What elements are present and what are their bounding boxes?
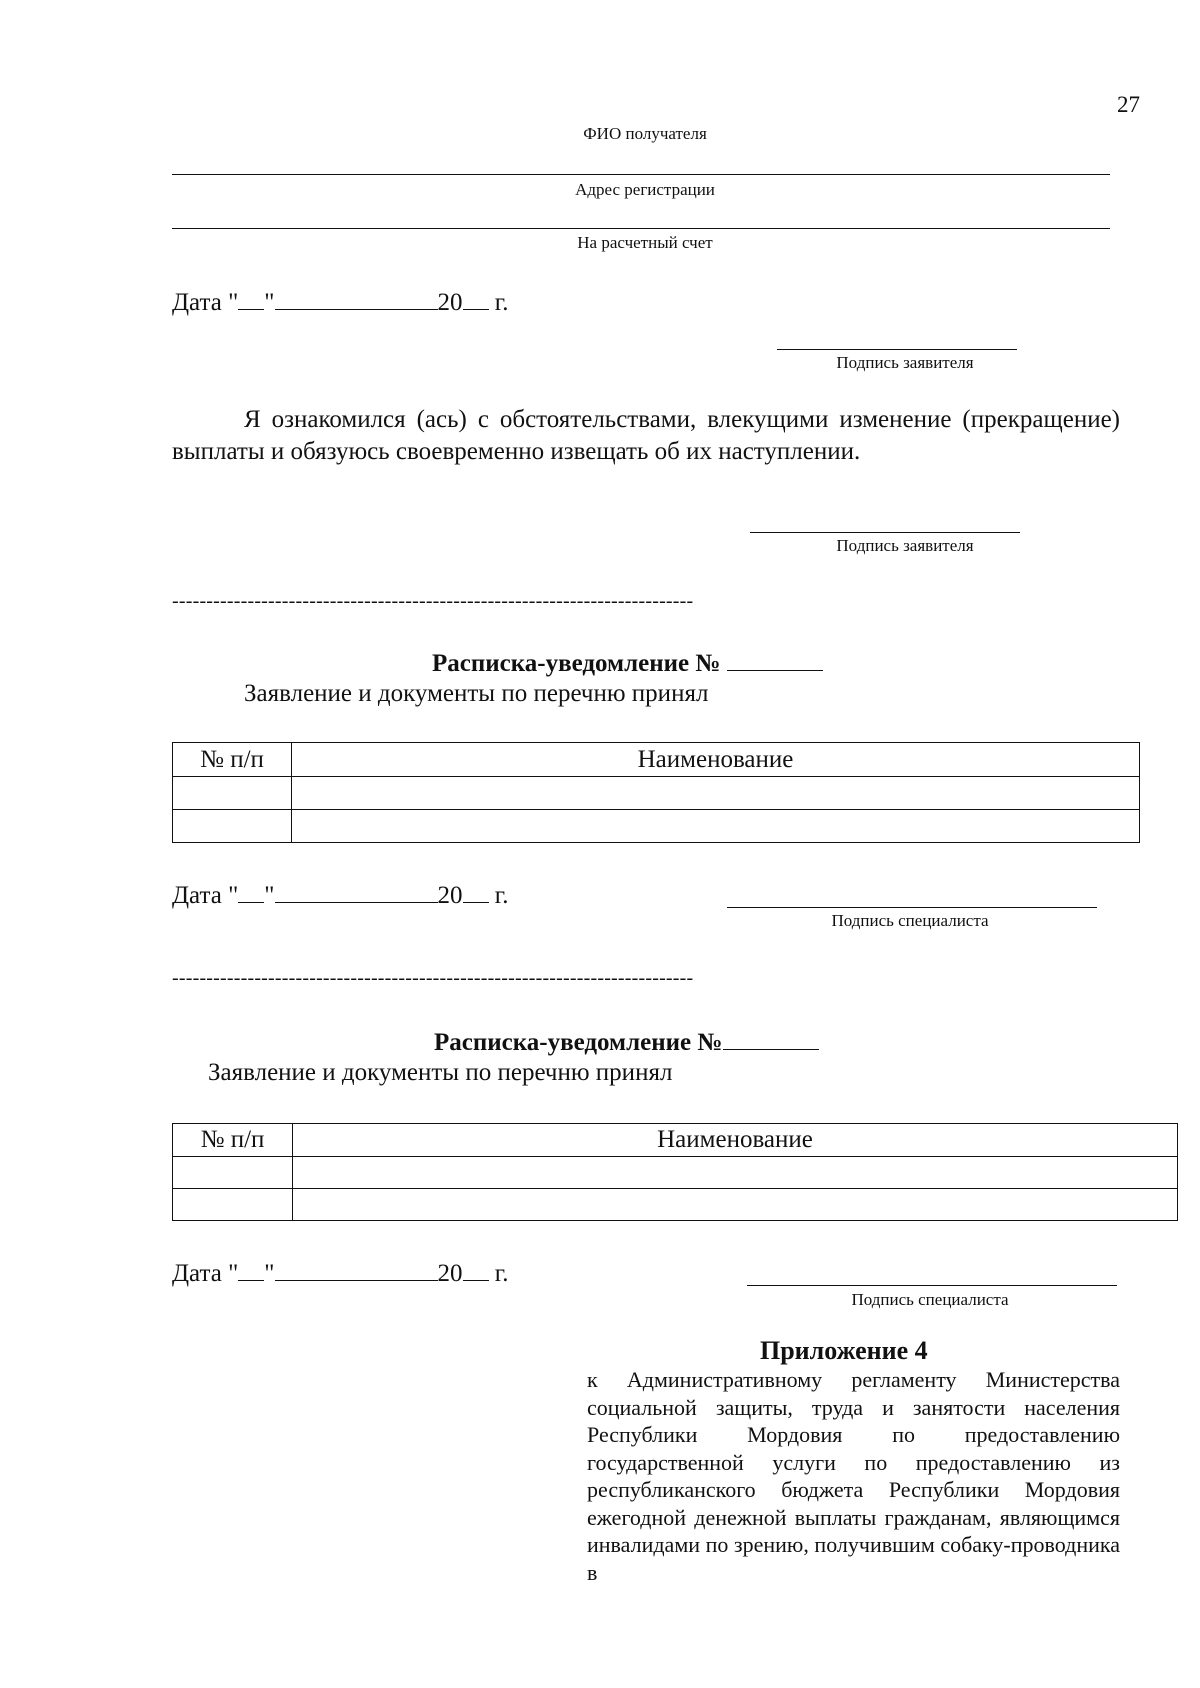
appendix-text: к Административному регламенту Министерства социальной защиты, труда и занятости населения Республики Мордовия по предоставлению государственной услуги по предоставлению из республиканского бюджета Республики Мордовия ежегодной денежной выплаты гражданам, являющимся инвалидами по зрению, получившим собаку-проводника в: [587, 1367, 1120, 1585]
date-year-blank[interactable]: [463, 287, 489, 310]
address-line[interactable]: [172, 174, 1110, 175]
table-row: [173, 1189, 1178, 1221]
account-caption: На расчетный счет: [577, 233, 713, 252]
address-caption: Адрес регистрации: [575, 180, 715, 199]
acknowledgement-text: Я ознакомился (ась) с обстоятельствами, влекущими изменение (прекращение) выплаты и обязуюсь своевременно извещать об их наступлении.: [172, 406, 1120, 465]
date-year-blank[interactable]: [463, 1258, 489, 1281]
documents-table-2: [172, 1123, 1178, 1221]
receipt-title-1: Расписка-уведомление №: [432, 648, 823, 678]
receipt-subtitle-2: Заявление и документы по перечню принял: [208, 1059, 673, 1086]
appendix-title: Приложение 4: [760, 1336, 928, 1365]
date-month-blank[interactable]: [275, 880, 438, 903]
table-row: [173, 777, 1140, 810]
date-line-3: Дата " " 20 г.: [172, 1260, 509, 1287]
receipt-number-blank-2[interactable]: [723, 1027, 819, 1050]
table-cell[interactable]: [173, 810, 292, 843]
table-row: [173, 810, 1140, 843]
applicant-signature-line-1[interactable]: [777, 349, 1017, 350]
documents-table-1: [172, 742, 1140, 843]
table-cell[interactable]: [292, 777, 1140, 810]
specialist-signature-line-2[interactable]: [747, 1285, 1117, 1286]
table-cell[interactable]: [293, 1157, 1178, 1189]
table-cell[interactable]: [173, 777, 292, 810]
table-cell[interactable]: [173, 1189, 293, 1221]
col-header-name: Наименование: [292, 743, 1140, 777]
date-month-blank[interactable]: [275, 287, 438, 310]
account-line[interactable]: [172, 228, 1110, 229]
table-cell[interactable]: [293, 1189, 1178, 1221]
date-day-blank[interactable]: [238, 1258, 264, 1281]
date-month-blank[interactable]: [275, 1258, 438, 1281]
receipt-subtitle-1: Заявление и документы по перечню принял: [244, 680, 709, 707]
date-line-2: Дата " " 20 г.: [172, 882, 509, 909]
applicant-signature-caption-1: Подпись заявителя: [836, 353, 974, 372]
col-header-number: № п/п: [173, 743, 292, 777]
applicant-signature-caption-2: Подпись заявителя: [836, 536, 974, 555]
table-row: [173, 1157, 1178, 1189]
applicant-signature-line-2[interactable]: [750, 532, 1020, 533]
receipt-title-2: Расписка-уведомление №: [434, 1027, 819, 1057]
receipt-number-blank-1[interactable]: [727, 648, 823, 671]
date-year-blank[interactable]: [463, 880, 489, 903]
table-header-row: [173, 743, 1140, 777]
fio-caption: ФИО получателя: [583, 124, 707, 143]
specialist-signature-caption-1: Подпись специалиста: [831, 911, 989, 930]
col-header-number: № п/п: [173, 1124, 293, 1157]
cut-line-2: ----------------------------------------------------------------------------: [172, 967, 694, 989]
table-cell[interactable]: [173, 1157, 293, 1189]
table-header-row: [173, 1124, 1178, 1157]
date-day-blank[interactable]: [238, 287, 264, 310]
cut-line-1: ----------------------------------------------------------------------------: [172, 590, 694, 612]
date-line-1: Дата " " 20 г.: [172, 289, 509, 316]
specialist-signature-caption-2: Подпись специалиста: [851, 1290, 1009, 1309]
page-number: 27: [1117, 92, 1140, 117]
table-cell[interactable]: [292, 810, 1140, 843]
date-day-blank[interactable]: [238, 880, 264, 903]
col-header-name: Наименование: [293, 1124, 1178, 1157]
specialist-signature-line-1[interactable]: [727, 907, 1097, 908]
